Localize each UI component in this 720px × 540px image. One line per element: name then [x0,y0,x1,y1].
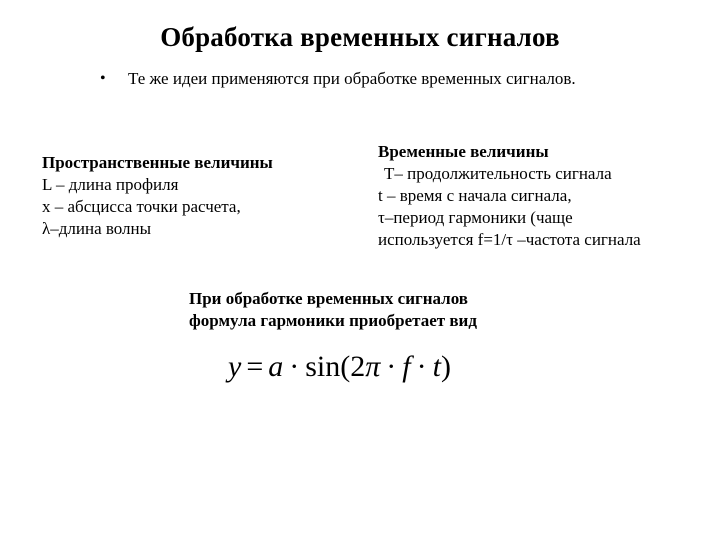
spatial-line-abscissa: x – абсцисса точки расчета, [42,197,241,216]
conclusion-line-1: При обработке временных сигналов [189,289,468,308]
formula-close: ) [440,350,451,383]
formula-equals: = [246,350,264,383]
temporal-line-time: t – время с начала сигнала, [378,186,572,205]
temporal-line-period: τ–период гармоники (чаще [378,208,573,227]
bullet-item [100,68,660,90]
bullet-text: Те же идеи применяются при обработке временных сигналов. [128,69,576,88]
formula-dot-3: · [416,350,427,383]
formula-dot-1: · [289,350,300,383]
formula-f: f [402,350,411,383]
formula-y: y [228,350,242,383]
conclusion-line-2: формула гармоники приобретает вид [189,311,477,330]
temporal-heading: Временные величины [378,142,549,161]
spatial-quantities-block [42,152,273,240]
spatial-line-wavelength: λ–длина волны [42,219,152,238]
temporal-line-frequency: используется f=1/τ –частота сигнала [378,230,641,249]
harmonic-formula [228,347,451,387]
slide-title: Обработка временных сигналов [160,22,560,52]
formula-pi: π [365,350,381,383]
spatial-line-length: L – длина профиля [42,175,179,194]
formula-sin-open: sin(2 [305,350,366,383]
bullet-icon: • [100,70,106,87]
conclusion-text [189,288,477,332]
temporal-quantities-block [378,141,641,251]
formula-a: a [268,350,284,383]
temporal-line-duration: T– продолжительность сигнала [384,164,612,183]
formula-dot-2: · [386,350,397,383]
formula-t: t [432,350,441,383]
spatial-heading: Пространственные величины [42,153,273,172]
